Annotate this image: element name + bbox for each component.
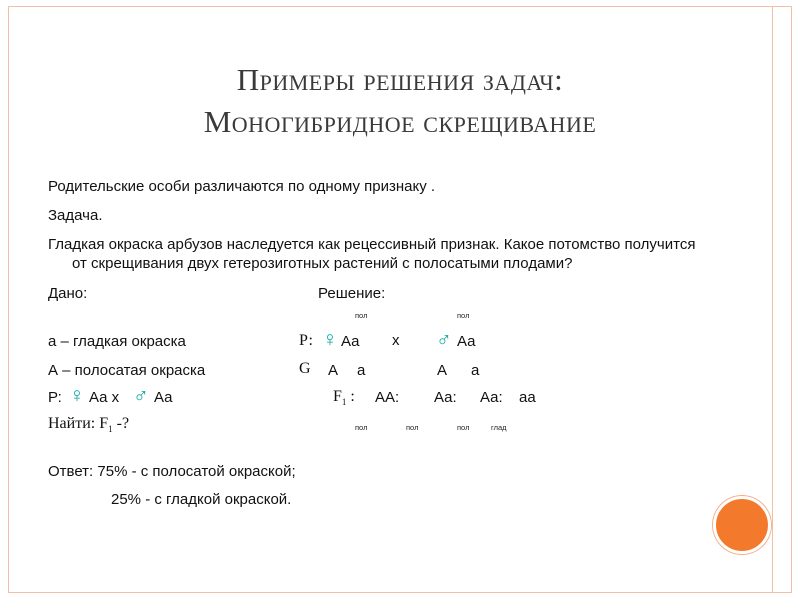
f1-phenotype-3: пол [457,423,470,432]
given-p-female-genotype: Аа х [89,389,120,406]
answer-line1: Ответ: 75% - с полосатой окраской; [48,463,296,480]
given-A-line: А – полосатая окраска [48,362,206,379]
given-p-label: Р: [48,389,62,406]
paragraph-task-line2: от скрещивания двух гетерозиготных растений с полосатыми плодами? [72,255,573,272]
female-symbol-icon: ♀ [322,328,338,351]
paragraph-task-label: Задача. [48,207,103,224]
f1-phenotype-4: глад [491,423,507,432]
frame-inner-right-line [772,6,773,593]
f1-phenotype-1: пол [355,423,368,432]
f1-label-letter: F [333,388,342,405]
solution-gametes-label: G [299,360,311,377]
phenotype-label-female: пол [355,311,368,320]
given-p-male-genotype: Аа [154,389,173,406]
slide-decoration-circle [713,496,771,554]
solution-p-label: Р: [299,332,313,349]
given-label: Дано: [48,285,88,302]
f1-label-colon: : [346,388,355,405]
paragraph-intro: Родительские особи различаются по одному признаку . [48,178,436,195]
solution-p-female-genotype: Аа [341,333,360,350]
frame-top-line [8,6,792,7]
gamete-male-1: А [437,362,448,379]
f1-label-sub: 1 [341,397,347,408]
f1-phenotype-2: пол [406,423,419,432]
find-label [48,415,129,434]
f1-genotype-2: Аа: [434,389,457,406]
given-female-symbol-icon: ♀ [69,384,85,407]
find-label-tail: -? [112,415,130,432]
gamete-male-2: а [471,362,480,379]
frame-bottom-line [8,592,792,593]
paragraph-task-line1: Гладкая окраска арбузов наследуется как рецессивный признак. Какое потомство получится [48,236,696,253]
answer-line2: 25% - с гладкой окраской. [111,491,292,508]
solution-p-male-genotype: Аа [457,333,476,350]
f1-label [333,388,355,407]
find-label-text: Найти: F [48,415,109,432]
solution-label: Решение: [318,285,386,302]
find-label-sub: 1 [108,424,113,435]
male-symbol-icon: ♂ [436,328,452,351]
given-male-symbol-icon: ♂ [133,384,149,407]
f1-genotype-3: Аа: [480,389,503,406]
gamete-female-1: А [328,362,339,379]
slide-title-line1: Примеры решения задач: [236,62,564,97]
slide-title-line2: Моногибридное скрещивание [203,104,597,139]
frame-right-line [791,6,792,593]
frame-left-line [8,6,9,593]
solution-cross-sign: х [392,332,400,349]
phenotype-label-male: пол [457,311,470,320]
f1-genotype-4: аа [519,389,536,406]
gamete-female-2: а [357,362,366,379]
given-a-line: а – гладкая окраска [48,333,186,350]
f1-genotype-1: АА: [375,389,400,406]
